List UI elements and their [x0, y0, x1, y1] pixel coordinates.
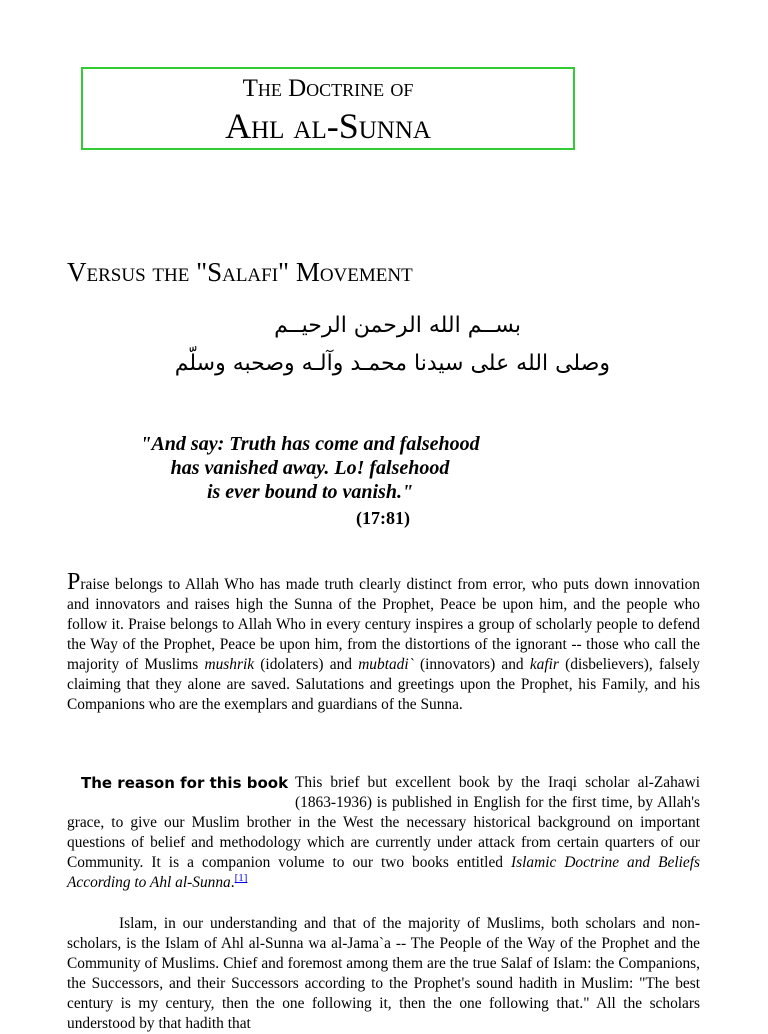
book-title: Islamic Doctrine and Beliefs According to Ahl al-Sunna — [67, 854, 700, 891]
paragraph-reason — [67, 773, 700, 893]
quote-line-2: has vanished away. Lo! falsehood — [170, 457, 450, 479]
paragraph-islam: Islam, in our understanding and that of the majority of Muslims, both scholars and non-scholars, is the Islam of Ahl al-Sunna wa al-Jama`a -- The People of the Way of the Prophet and the Community of Muslims. Chief and foremost among them are the true Salaf of Islam: the Companions, the Successors, and their Successors according to the Prophet's sound hadith in Muslim: "The best century is my century, then the one following it, then the one following that." All the scholars understood by that hadith that — [67, 915, 700, 1032]
quote-line-3: is ever bound to vanish." — [206, 481, 414, 503]
title-line-2: Ahl al-Sunna — [225, 106, 431, 146]
term-kafir: kafir — [529, 656, 559, 673]
paragraph-text: (disbelievers), falsely claiming that they alone are saved. Salutations and greetings upon the Prophet, his Family, and his Companions who are the exemplars and guardians of the Sunna. — [67, 656, 700, 713]
term-mushrik: mushrik — [204, 656, 255, 673]
paragraph-text: (idolaters) and — [254, 656, 359, 673]
side-heading: The reason for this book — [81, 774, 289, 792]
title-line-1: The Doctrine of — [242, 75, 414, 102]
quote-reference: (17:81) — [356, 508, 410, 528]
term-mubtadi: mubtadi` — [358, 656, 414, 673]
basmala-line: بســم الله الرحمن الرحيــم — [274, 313, 521, 338]
paragraph-text: raise belongs to Allah Who has made truth clearly distinct from error, who puts down innovation and innovators and raises high the Sunna of the Prophet, Peace be upon him, and the people who follow it. Praise belongs to Allah Who in every century inspires a group of scholarly people to defend the Way of the Prophet, Peace be upon him, from the distortions of the ignorant -- those who call the majority of Muslims — [67, 576, 700, 673]
salutation-line: وصلى الله على سيدنا محمـد وآلـه وصحبه وسلّم — [174, 351, 610, 376]
paragraph-text: This brief but excellent book by the Iraqi scholar al-Zahawi (1863-1936) is published in English for the first time, by Allah's grace, to give our Muslim brother in the West the necessary historical background on important questions of belief and methodology which are currently under attack from certain quarters of our Community. It is a companion volume to our two books entitled — [67, 774, 700, 871]
paragraph-text: . — [230, 874, 235, 891]
quote-line-1: "And say: Truth has come and falsehood — [140, 433, 480, 455]
footnote-link[interactable]: [1] — [234, 871, 248, 884]
section-heading: Versus the "Salafi" Movement — [67, 257, 413, 287]
title-box — [81, 67, 575, 150]
paragraph-text: (innovators) and — [413, 656, 530, 673]
drop-cap: P — [67, 569, 81, 595]
paragraph-praise — [67, 569, 700, 715]
